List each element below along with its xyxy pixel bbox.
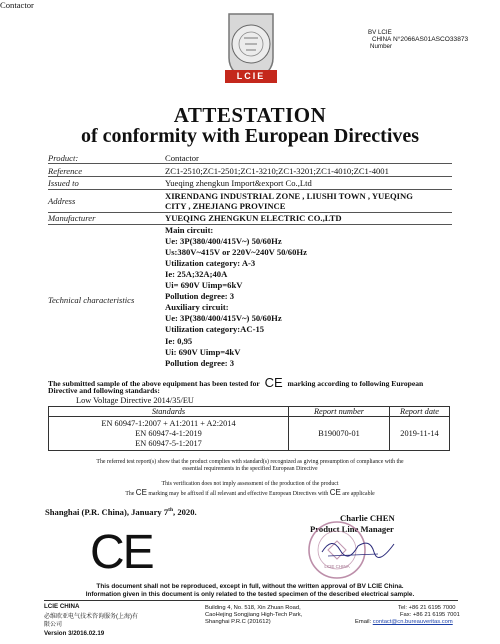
place-date-post: , 2020.: [173, 507, 197, 517]
field-issued-value: Yueqing zhengkun Import&export Co.,Ltd: [165, 178, 312, 188]
field-address-value: XIRENDANG INDUSTRIAL ZONE , LIUSHI TOWN , YUEQING: [165, 191, 413, 201]
disclaimer-1: This document shall not be reproduced, except in full, without the written approval of BV LCIE China.: [96, 583, 404, 590]
referred-note-2: essential requirements in the specified European Directive: [182, 466, 318, 472]
signature-scribble: [318, 532, 398, 562]
footer-divider: [44, 600, 458, 601]
tech-line: Ie: 0,95: [165, 336, 193, 346]
ce-mark-small: CE: [329, 488, 341, 497]
cert-country: CHINA: [372, 36, 392, 43]
cert-org: BV LCIE: [368, 29, 392, 36]
statement-part2: marking according to following European: [287, 379, 424, 388]
footer-email-link[interactable]: contact@cn.bureauveritas.com: [372, 619, 453, 625]
referred-note-1: The referred test report(s) show that the product complies with standard(s) recognized as giving presumption of compliance with the: [96, 459, 404, 465]
divider: [48, 224, 452, 225]
footer-email-label: Email:: [355, 619, 372, 625]
footer-email-row: [355, 619, 453, 625]
logo-label: LCIE: [236, 71, 266, 81]
field-product-value: Contactor: [0, 0, 34, 10]
tech-line: Pollution degree: 3: [165, 291, 235, 301]
standard-item: EN 60947-1:2007 + A1:2011 + A2:2014: [101, 418, 236, 428]
ce-mark-inline: CE: [264, 375, 283, 390]
footer-address-3: Shanghai P.R.C (201612): [205, 619, 271, 625]
divider: [48, 176, 452, 177]
footer-tel: Tel: +86 21 6195 7000: [398, 605, 456, 611]
title-subtitle: of conformity with European Directives: [80, 125, 420, 147]
tech-line: Ui: 690V Uimp=4kV: [165, 347, 241, 357]
report-date-cell: 2019-11-14: [390, 417, 450, 451]
col-report-date: Report date: [390, 407, 450, 417]
tech-line: Ue: 3P(380/400/415V~) 50/60Hz: [165, 236, 282, 246]
signer-name: Charlie CHEN: [340, 513, 395, 523]
footer-company-en: LCIE CHINA: [44, 603, 80, 610]
number-label: Number: [370, 43, 393, 50]
marking-note: [0, 488, 500, 497]
table-header-row: [49, 407, 450, 417]
signer-title: Product Line Manager: [310, 524, 394, 534]
table-row: [49, 417, 450, 451]
report-number-cell: B190070-01: [289, 417, 390, 451]
disclaimer-2: Information given in this document is only related to the tested specimen of the described electrical sample.: [85, 591, 415, 598]
tech-line: Main circuit:: [165, 225, 214, 235]
footer-version: Version 3/2016.02.19: [44, 630, 105, 637]
directive: Low Voltage Directive 2014/35/EU: [76, 396, 194, 405]
field-issued-label: Issued to: [48, 178, 79, 188]
statement-part3: Directive and following standards:: [48, 386, 160, 395]
tech-line: Utilization category:AC-15: [165, 324, 265, 334]
field-manufacturer-label: Manufacturer: [48, 213, 96, 223]
field-reference-label: Reference: [48, 166, 83, 176]
place-date-pre: Shanghai (P.R. China), January 7: [45, 507, 169, 517]
field-address-label: Address: [48, 196, 76, 206]
title-attestation: ATTESTATION: [173, 103, 327, 127]
field-reference-value: ZC1-2510;ZC1-2501;ZC1-3210;ZC1-3201;ZC1-4010;ZC1-4001: [165, 166, 389, 176]
divider: [48, 163, 452, 164]
tech-line: Ie: 25A;32A;40A: [165, 269, 228, 279]
tech-line: Pollution degree: 3: [165, 358, 235, 368]
footer-address-1: Building 4, No. 518, Xin Zhuan Road,: [205, 605, 301, 611]
standard-item: EN 60947-4-1:2019: [135, 428, 202, 438]
field-manufacturer-value: YUEQING ZHENGKUN ELECTRIC CO.,LTD: [165, 213, 342, 223]
footer-address-2: CaoHejing Songjiang High-Tech Park,: [205, 612, 303, 618]
field-address-value-2: CITY , ZHEJIANG PROVINCE: [165, 201, 286, 211]
tech-label: Technical characteristics: [48, 295, 135, 305]
field-product-label: Product:: [48, 153, 79, 163]
footer-company-cn: 必维欧亚电气技术咨询服务(上海)有: [44, 614, 138, 620]
standards-table: [48, 406, 450, 451]
footer-company-cn-2: 限公司: [44, 622, 63, 628]
verification-note: This verification does not imply assessment of the production of the product: [161, 481, 339, 487]
col-standards: Standards: [49, 407, 289, 417]
tech-line: Utilization category: A-3: [165, 258, 256, 268]
ce-mark-small: CE: [135, 488, 147, 497]
number-value: N°2066AS01ASCO33873: [393, 36, 469, 43]
marking-end: are applicable: [342, 491, 375, 497]
tech-line: Auxiliary circuit:: [165, 302, 229, 312]
bureau-veritas-logo: [215, 8, 287, 90]
footer-fax: Fax: +86 21 6195 7001: [400, 612, 460, 618]
marking-pre: The: [125, 491, 135, 497]
col-report-number: Report number: [289, 407, 390, 417]
field-product-value: Contactor: [165, 153, 199, 163]
place-date: [45, 507, 197, 517]
marking-post: marking may be affixed if all relevant and effective European Directives with: [148, 491, 329, 497]
ce-mark-large: CE: [90, 526, 153, 579]
tech-line: Ue: 3P(380/400/415V~) 50/60Hz: [165, 313, 282, 323]
divider: [48, 189, 452, 190]
place-date-sup: th: [168, 507, 174, 514]
tech-line: Us:380V~415V or 220V~240V 50/60Hz: [165, 247, 307, 257]
standards-cell: [49, 417, 289, 451]
standard-item: EN 60947-5-1:2017: [135, 438, 202, 448]
stamp-text: LCIE CHINA: [324, 564, 350, 569]
statement-part1: The submitted sample of the above equipment has been tested for: [48, 379, 260, 388]
tech-line: Ui= 690V Uimp=6kV: [165, 280, 243, 290]
